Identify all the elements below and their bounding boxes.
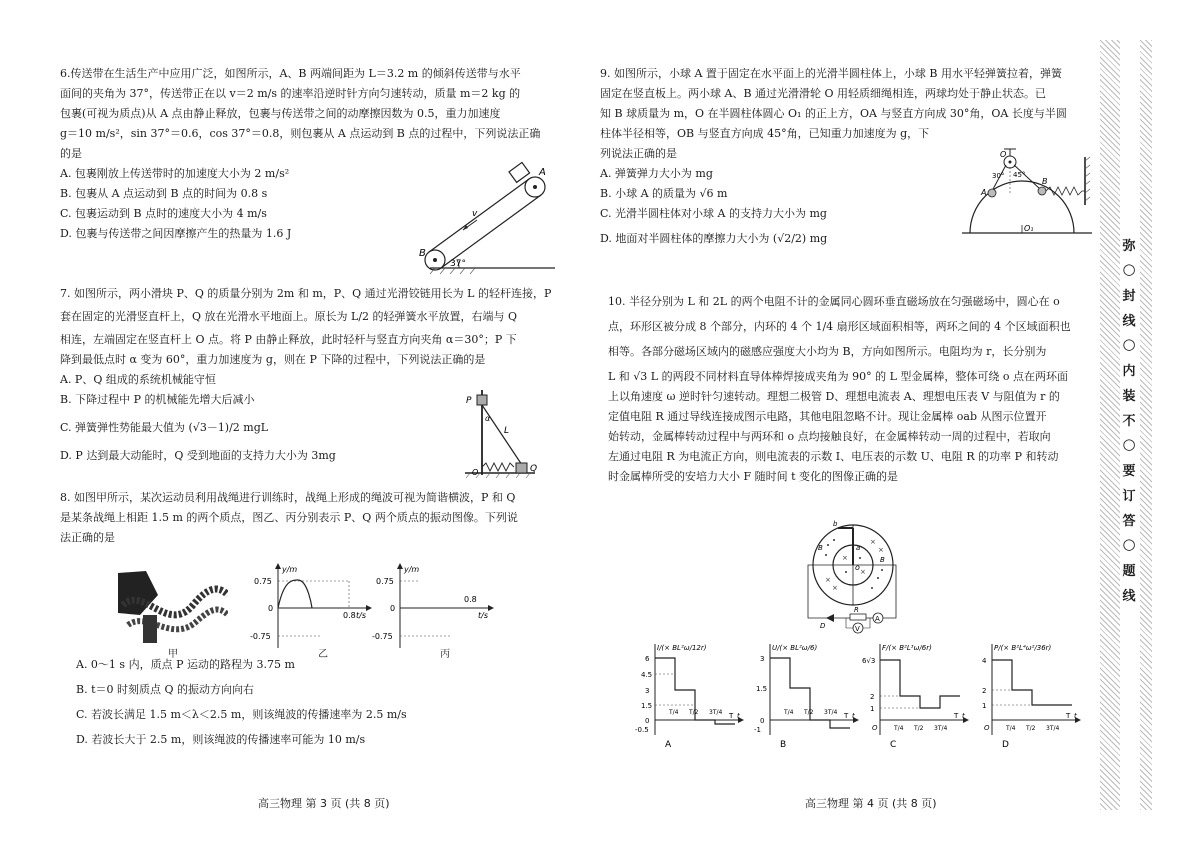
q7-option-b: B. 下降过程中 P 的机械能先增大后减小: [60, 393, 255, 406]
page-footer-4: 高三物理 第 4 页 (共 8 页): [805, 797, 937, 810]
q7-option-c: C. 弹簧弹性势能最大值为 (√3－1)/2 mgL: [60, 421, 269, 434]
vibration-graph-q: [370, 560, 495, 652]
caption-yi: 乙: [318, 649, 328, 660]
ylabel: F/(× B²L³ω/6r): [882, 644, 932, 652]
tick: 3: [760, 655, 765, 663]
tick-zero: 0: [268, 604, 274, 613]
xtick: T: [729, 712, 734, 720]
q6-option-b: B. 包裹从 A 点运动到 B 点的时间为 0.8 s: [60, 187, 268, 200]
q10-line: L 和 √3 L 的两段不同材料直导体棒焊接成夹角为 90° 的 L 型金属棒，整体可绕 o 点在两环面: [608, 370, 1069, 383]
q7-line: 7. 如图所示，两小滑块 P、Q 的质量分别为 2m 和 m，P、Q 通过光滑铰链用长为 L 的轻杆连接，P: [60, 287, 552, 300]
q9-option-b: B. 小球 A 的质量为 √6 m: [600, 187, 728, 200]
q8-option-d: D. 若波长大于 2.5 m，则该绳波的传播速率可能为 10 m/s: [76, 733, 366, 746]
xtick: T/4: [784, 709, 794, 716]
q6-line: g＝10 m/s²，sin 37°＝0.6，cos 37°＝0.8，则包裹从 A 点运动到 B 点的过程中，下列说法正确: [60, 127, 541, 140]
bind-char: 装: [1122, 389, 1136, 404]
bind-char: 线: [1122, 589, 1136, 604]
svg-text:×: ×: [860, 568, 866, 576]
q9-option-a: A. 弹簧弹力大小为 mg: [600, 167, 713, 180]
q6-option-d: D. 包裹与传送带之间因摩擦产生的热量为 1.6 J: [60, 227, 292, 240]
svg-text:×: ×: [825, 576, 831, 584]
q9-line: 9. 如图所示，小球 A 置于固定在水平面上的光滑半圆柱体上，小球 B 用水平轻弹簧拉着，弹簧: [600, 67, 1063, 80]
xtick: T/2: [689, 709, 699, 716]
magnetic-ring-figure: [798, 520, 908, 635]
bind-circle: ○: [1122, 260, 1136, 278]
bind-circle: ○: [1122, 535, 1136, 553]
tick-neg: -0.75: [250, 632, 271, 641]
angle-45-label: 45°: [1013, 171, 1026, 179]
bind-char: 弥: [1122, 239, 1136, 254]
axis-t: t: [962, 712, 965, 720]
svg-text:×: ×: [842, 554, 848, 562]
resistor-label: R: [854, 606, 859, 614]
axis-t: t: [1074, 712, 1077, 720]
tick: 1: [870, 705, 875, 713]
binding-text: [1118, 235, 1140, 610]
q6-option-a: A. 包裹刚放上传送带时的加速度大小为 2 m/s²: [60, 167, 290, 180]
q9-line: 固定在竖直板上。两小球 A、B 通过光滑滑轮 O 用轻质细绳相连，两球均处于静止状态。已: [600, 87, 1047, 100]
tick: 0: [645, 717, 650, 725]
bind-char: 封: [1122, 289, 1136, 304]
axis-origin: O: [984, 724, 990, 732]
tick: 6: [645, 655, 650, 663]
xtick: T/2: [1026, 725, 1036, 732]
bind-char: 题: [1122, 564, 1136, 579]
q9-option-d: D. 地面对半圆柱体的摩擦力大小为 (√2/2) mg: [600, 232, 828, 245]
q10-line: 时金属棒所受的安培力大小 F 随时间 t 变化的图像正确的是: [608, 470, 899, 483]
xlabel: t/s: [356, 611, 366, 620]
ammeter-label: A: [875, 615, 880, 623]
angle-label: 37°: [450, 259, 466, 269]
answer-graph-b: [740, 640, 865, 750]
half-cylinder-figure: [962, 145, 1097, 240]
bind-char: 答: [1122, 514, 1136, 529]
svg-text:×: ×: [870, 538, 876, 546]
bind-char: 线: [1122, 314, 1136, 329]
bind-circle: ○: [1122, 435, 1136, 453]
bind-char: 不: [1122, 414, 1136, 429]
q8-option-c: C. 若波长满足 1.5 m＜λ＜2.5 m，则该绳波的传播速率为 2.5 m/s: [76, 708, 407, 721]
v-label: v: [472, 209, 478, 219]
xtick: 3T/4: [709, 709, 723, 716]
svg-text:×: ×: [832, 584, 838, 592]
ylabel: U/(× BL²ω/6): [772, 644, 818, 652]
angle-30-label: 30°: [992, 172, 1005, 180]
q9-line: 知 B 球质量为 m，O 在半圆柱体圆心 O₁ 的正上方，OA 与竖直方向成 30°角，OA 长度与半圆: [600, 107, 1067, 120]
ylabel: y/m: [404, 565, 420, 574]
bind-char: 内: [1122, 364, 1136, 379]
caption-bing: 丙: [440, 649, 450, 660]
q8-option-b: B. t＝0 时刻质点 Q 的振动方向向右: [76, 683, 255, 696]
q6-line: 面间的夹角为 37°，传送带正在以 v＝2 m/s 的速率沿逆时针方向匀速转动，质量 m＝2 kg 的: [60, 87, 521, 100]
q6-line: 的是: [60, 147, 82, 160]
q9-line: 柱体半径相等，OB 与竖直方向成 45°角，已知重力加速度为 g，下: [600, 127, 930, 140]
tick: 1: [982, 702, 987, 710]
q8-line: 8. 如图甲所示，某次运动员利用战绳进行训练时，战绳上形成的绳波可视为简谐横波，P 和 Q: [60, 491, 516, 504]
xtick: 3T/4: [1046, 725, 1060, 732]
xtick: 3T/4: [824, 709, 838, 716]
tick: 1.5: [756, 685, 768, 693]
tick: -1: [754, 726, 761, 734]
caption: C: [890, 740, 897, 750]
conveyor-belt-figure: [415, 160, 565, 280]
svg-text:×: ×: [878, 546, 884, 554]
tick-neg: -0.75: [372, 632, 393, 641]
bind-char: 订: [1122, 489, 1136, 504]
p-label: P: [466, 396, 472, 406]
axis-origin: O: [872, 724, 878, 732]
axis-t: t: [852, 712, 855, 720]
o-point-label: o: [855, 563, 860, 572]
xtick: T/2: [804, 709, 814, 716]
a-label: A: [539, 167, 546, 178]
voltmeter-label: V: [855, 625, 860, 633]
q6-option-c: C. 包裹运动到 B 点时的速度大小为 4 m/s: [60, 207, 267, 220]
q10-line: 10. 半径分别为 L 和 2L 的两个电阻不计的金属同心圆环垂直磁场放在匀强磁场中，圆心在 o: [608, 295, 1060, 308]
q7-option-d: D. P 达到最大动能时，Q 受到地面的支持力大小为 3mg: [60, 449, 336, 462]
tick-08: 0.8: [464, 595, 477, 604]
o-label: O: [472, 468, 479, 477]
tick-pos: 0.75: [376, 577, 394, 586]
field-label: B: [880, 556, 885, 564]
xtick: T/4: [894, 725, 904, 732]
b-point-label: b: [833, 520, 838, 528]
xtick: T/4: [669, 709, 679, 716]
tick: -0.5: [635, 726, 649, 734]
q7-line: 降到最低点时 α 变为 60°，重力加速度为 g，则在 P 下降的过程中，下列说法正确的是: [60, 353, 486, 366]
xtick: T: [1066, 712, 1071, 720]
q8-line: 是某条战绳上相距 1.5 m 的两个质点，图乙、丙分别表示 P、Q 两个质点的振动图像。下列说: [60, 511, 518, 524]
q9-line: 列说法正确的是: [600, 147, 677, 160]
tick: 3: [645, 687, 650, 695]
tick-zero: 0: [390, 604, 396, 613]
q7-option-a: A. P、Q 组成的系统机械能守恒: [60, 373, 216, 386]
field-label: B: [818, 544, 823, 552]
alpha-label: α: [485, 414, 491, 423]
vibration-graph-p: [248, 560, 373, 652]
ylabel: y/m: [282, 565, 298, 574]
tick: 4.5: [641, 671, 653, 679]
q-label: Q: [530, 464, 538, 474]
ylabel: I/(× BL²ω/12r): [657, 644, 707, 652]
tick: 4: [982, 657, 987, 665]
q9-option-c: C. 光滑半圆柱体对小球 A 的支持力大小为 mg: [600, 207, 827, 220]
battle-rope-photo: [118, 565, 228, 643]
sliders-rod-figure: [460, 385, 540, 480]
q7-line: 套在固定的光滑竖直杆上，Q 放在光滑水平地面上。原长为 L/2 的轻弹簧水平放置，右端与 Q: [60, 310, 518, 323]
xtick: T: [954, 712, 959, 720]
q8-options: [76, 655, 586, 750]
l-label: L: [504, 426, 510, 436]
tick: 0: [760, 717, 765, 725]
answer-graph-c: [850, 640, 975, 750]
tick: 1.5: [641, 702, 653, 710]
xtick: T: [844, 712, 849, 720]
b-label: B: [419, 248, 426, 259]
question-10: [608, 292, 1098, 487]
diode-label: D: [820, 622, 826, 630]
bind-circle: ○: [1122, 335, 1136, 353]
q10-line: 相等。各部分磁场区域内的磁感应强度大小均为 B，方向如图所示。电阻均为 r，长分别为: [608, 345, 1047, 358]
a-label: A: [981, 188, 987, 197]
hatch-left: [1100, 40, 1120, 810]
tick: 6√3: [862, 657, 876, 665]
tick: 2: [982, 687, 987, 695]
q8-option-a: A. 0～1 s 内，质点 P 运动的路程为 3.75 m: [76, 658, 295, 671]
q7-line: 相连，左端固定在竖直杆上 O 点。将 P 由静止释放，此时轻杆与竖直方向夹角 α＝30°；P 下: [60, 333, 517, 346]
question-8: [60, 488, 580, 548]
answer-graph-d: [962, 640, 1087, 750]
page-footer-3: 高三物理 第 3 页 (共 8 页): [258, 797, 390, 810]
caption-jia: 甲: [168, 649, 178, 660]
q10-line: 始转动，金属棒转动过程中与两环和 o 点均接触良好，在金属棒转动一周的过程中，若取向: [608, 430, 1051, 443]
tick-08: 0.8: [343, 611, 356, 620]
ylabel: P/(× B²L⁴ω²/36r): [994, 644, 1052, 652]
bind-char: 要: [1122, 464, 1136, 479]
q6-line: 6.传送带在生活生产中应用广泛，如图所示，A、B 两端间距为 L＝3.2 m 的倾斜传送带与水平: [60, 67, 521, 80]
caption: D: [1002, 740, 1009, 750]
q10-line: 上以角速度 ω 逆时针匀速转动。理想二极管 D、理想电流表 A、理想电压表 V 与阻值为 r 的: [608, 390, 1060, 403]
xtick: 3T/4: [934, 725, 948, 732]
b-label: B: [1042, 177, 1048, 186]
right-page: [600, 0, 1098, 849]
q8-line: 法正确的是: [60, 531, 115, 544]
xlabel: t/s: [478, 611, 488, 620]
q10-line: 点，环形区被分成 8 个部分，内环的 4 个 1/4 扇形区域面积相等，两环之间的 4 个区域面积也: [608, 320, 1071, 333]
caption: A: [665, 740, 672, 750]
tick: 2: [870, 693, 875, 701]
q10-line: 左通过电阻 R 为电流正方向，则电流表的示数 I、电压表的示数 U、电阻 R 的功率 P 和转动: [608, 450, 1059, 463]
xtick: T/4: [1006, 725, 1016, 732]
tick-pos: 0.75: [254, 577, 272, 586]
a-point-label: a: [856, 544, 861, 552]
xtick: T/2: [914, 725, 924, 732]
axis-t: t: [737, 712, 740, 720]
answer-graph-a: [625, 640, 750, 750]
q10-line: 定值电阻 R 通过导线连接成图示电路，其他电阻忽略不计。现让金属棒 oab 从图示位置开: [608, 410, 1047, 423]
hatch-right: [1140, 40, 1152, 810]
q6-line: 包裹(可视为质点)从 A 点由静止释放，包裹与传送带之间的动摩擦因数为 0.5，重力加速度: [60, 107, 501, 120]
o-label: O: [1000, 150, 1007, 159]
caption: B: [780, 740, 787, 750]
o1-label: O₁: [1024, 224, 1034, 233]
